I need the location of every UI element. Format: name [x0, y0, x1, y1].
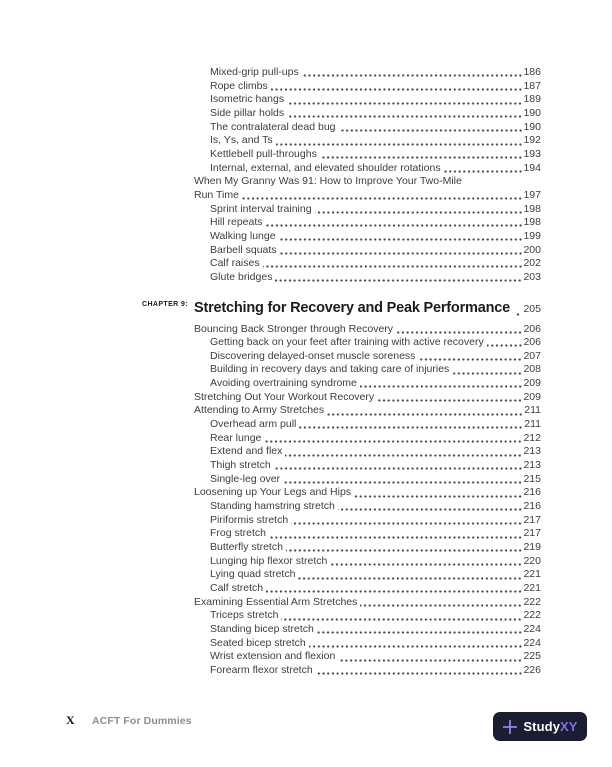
entry-title: Frog stretch: [210, 527, 267, 540]
entry-title: Thigh stretch: [210, 459, 271, 472]
dot-leader: [452, 372, 522, 375]
entry-page-number: 208: [523, 363, 541, 376]
folio-page-number: X: [66, 713, 75, 727]
entry-title: Glute bridges: [210, 270, 273, 283]
entry-page-number: 215: [523, 472, 541, 485]
dot-leader: [269, 536, 522, 539]
entry-title: Mixed-grip pull-ups: [210, 66, 299, 78]
footer-book-title: ACFT For Dummies: [92, 715, 192, 727]
dot-leader: [302, 74, 523, 77]
dot-leader: [287, 115, 522, 118]
entry-title: Triceps stretch: [210, 609, 279, 622]
toc-entry: [194, 609, 541, 623]
entry-title: Stretching Out Your Workout Recovery: [194, 390, 375, 403]
toc-entry: [194, 244, 541, 258]
entry-page-number: 216: [523, 486, 541, 499]
entry-page-number: 226: [523, 663, 541, 676]
entry-page-number: 200: [523, 243, 541, 256]
entry-title: Getting back on your feet after training with active recovery: [210, 336, 484, 349]
dot-leader: [513, 313, 521, 316]
toc-entry: [194, 418, 541, 432]
dot-leader: [299, 426, 523, 429]
entry-page-number: 198: [523, 202, 541, 215]
toc-entry: [194, 568, 541, 582]
entry-title: Side pillar holds: [210, 106, 285, 119]
dot-leader: [330, 563, 522, 566]
toc-entry: [194, 623, 541, 637]
dot-leader: [360, 385, 523, 388]
entry-page-number: 213: [523, 445, 541, 458]
toc-entry: [194, 514, 541, 528]
dot-leader: [271, 88, 523, 91]
entry-title: Butterfly stretch: [210, 541, 283, 553]
entry-page-number: 203: [523, 270, 541, 283]
toc-entry: [194, 527, 541, 541]
dot-leader: [276, 143, 523, 146]
entry-title: Barbell squats: [210, 243, 277, 256]
entry-page-number: 206: [523, 336, 541, 349]
toc-entry: [194, 121, 541, 135]
entry-page-number: 190: [523, 106, 541, 119]
toc-entry: [194, 664, 541, 678]
entry-title: Examining Essential Arm Stretches: [194, 595, 358, 608]
entry-page-number: 225: [523, 650, 541, 663]
entry-page-number: 209: [523, 390, 541, 403]
entry-title: Rope climbs: [210, 79, 268, 92]
entry-page-number: 220: [523, 554, 541, 567]
toc-entry: [194, 350, 541, 364]
dot-leader: [444, 170, 523, 173]
entry-page-number: 207: [523, 349, 541, 362]
logo-text-primary: Study: [523, 719, 561, 734]
toc-entry: [194, 189, 541, 203]
entry-title: The contralateral dead bug: [210, 120, 336, 133]
dot-leader: [274, 467, 523, 470]
entry-title: Wrist extension and flexion: [210, 650, 336, 663]
dot-leader: [316, 672, 523, 675]
toc-list: [141, 66, 541, 678]
entry-page-number: 212: [523, 431, 541, 444]
toc-entry: [194, 473, 541, 487]
entry-page-number: 193: [523, 147, 541, 160]
entry-page-number: 219: [523, 541, 541, 553]
entry-title: Avoiding overtraining syndrome: [210, 377, 357, 390]
entry-page-number: 216: [523, 500, 541, 513]
dot-leader: [418, 358, 522, 361]
toc-entry: [194, 486, 541, 500]
entry-title: Standing hamstring stretch: [210, 500, 335, 513]
entry-title: Overhead arm pull: [210, 418, 297, 431]
logo-text: [523, 719, 577, 734]
dot-leader: [487, 344, 523, 347]
entry-page-number: 202: [523, 257, 541, 270]
entry-page-number: 217: [523, 513, 541, 526]
toc-entry: [194, 230, 541, 244]
dot-leader: [280, 252, 523, 255]
toc-entry: [194, 500, 541, 514]
entry-title: Is, Ys, and Ts: [210, 134, 273, 147]
plus-icon: [502, 719, 518, 735]
entry-title: Sprint interval training: [210, 202, 312, 215]
entry-page-number: 192: [523, 134, 541, 147]
dot-leader: [287, 102, 522, 105]
entry-page-number: 221: [523, 581, 541, 594]
dot-leader: [279, 238, 523, 241]
dot-leader: [264, 440, 522, 443]
toc-entry: [194, 134, 541, 148]
studyxy-logo-badge[interactable]: [493, 712, 587, 741]
toc-entry: [194, 148, 541, 162]
entry-title: Rear lunge: [210, 431, 262, 444]
entry-page-number: 211: [524, 404, 541, 417]
dot-leader: [309, 645, 523, 648]
toc-entry: [194, 363, 541, 377]
entry-page-number: 222: [523, 609, 541, 622]
toc-entry: [194, 257, 541, 271]
entry-page-number: 198: [523, 216, 541, 229]
entry-title: Calf stretch: [210, 581, 264, 594]
toc-entry: [194, 404, 541, 418]
toc-entry: [194, 555, 541, 569]
dot-leader: [339, 129, 523, 132]
entry-page-number: 213: [523, 459, 541, 472]
toc-entry: [194, 432, 541, 446]
entry-title-continued: Run Time: [194, 188, 239, 201]
dot-leader: [354, 495, 522, 498]
entry-title: Lunging hip flexor stretch: [210, 554, 328, 567]
toc-entry: [194, 162, 541, 176]
entry-page-number: 197: [523, 188, 541, 201]
dot-leader: [266, 224, 523, 227]
toc-entry: [194, 377, 541, 391]
toc-entry: [194, 175, 541, 189]
dot-leader: [396, 331, 522, 334]
entry-title: Building in recovery days and taking care of injuries: [210, 363, 450, 376]
entry-title: Lying quad stretch: [210, 568, 296, 581]
entry-page-number: 211: [524, 418, 541, 431]
toc-entry: [194, 391, 541, 405]
toc-entry: [194, 66, 541, 80]
dot-leader: [286, 549, 523, 552]
toc-entry: [194, 459, 541, 473]
entry-page-number: 224: [523, 622, 541, 635]
entry-title: Bouncing Back Stronger through Recovery: [194, 322, 394, 335]
entry-title: Isometric hangs: [210, 93, 285, 106]
entry-title: Walking lunge: [210, 229, 276, 242]
toc-entry: [194, 445, 541, 459]
chapter-number-label: CHAPTER 9:: [141, 300, 188, 308]
entry-page-number: 189: [523, 93, 541, 106]
entry-page-number: 224: [523, 636, 541, 649]
toc-entry: [194, 650, 541, 664]
toc-entry: [194, 203, 541, 217]
dot-leader: [338, 659, 522, 662]
toc-entry: [194, 336, 541, 350]
toc-entry: [194, 80, 541, 94]
entry-page-number: 190: [523, 120, 541, 133]
toc-chapter-heading: [141, 298, 541, 319]
logo-text-accent: XY: [560, 719, 578, 734]
entry-page-number: 217: [523, 527, 541, 540]
entry-page-number: 221: [523, 568, 541, 581]
entry-page-number: 209: [523, 377, 541, 390]
dot-leader: [377, 399, 522, 402]
entry-page-number: 187: [523, 79, 541, 92]
entry-title: Attending to Army Stretches: [194, 404, 325, 417]
chapter-page-number: 205: [523, 302, 541, 315]
entry-title: Standing bicep stretch: [210, 622, 314, 635]
dot-leader: [283, 481, 522, 484]
entry-title: Calf raises: [210, 257, 260, 270]
dot-leader: [360, 604, 522, 607]
toc-entry: [194, 323, 541, 337]
toc-entry: [194, 637, 541, 651]
table-of-contents: [141, 66, 541, 678]
toc-entry: [194, 107, 541, 121]
dot-leader: [298, 577, 522, 580]
toc-entry: [194, 216, 541, 230]
toc-entry: [194, 582, 541, 596]
entry-page-number: 222: [523, 595, 541, 608]
entry-title: Kettlebell pull-throughs: [210, 147, 317, 160]
entry-title: Loosening up Your Legs and Hips: [194, 486, 352, 499]
dot-leader: [275, 279, 522, 282]
entry-page-number: 199: [523, 229, 541, 242]
entry-title: Extend and flex: [210, 445, 283, 458]
dot-leader: [317, 631, 523, 634]
entry-page-number: 194: [523, 161, 541, 174]
entry-title: Seated bicep stretch: [210, 636, 306, 649]
chapter-title: Stretching for Recovery and Peak Performance: [194, 299, 510, 316]
entry-title: Internal, external, and elevated shoulder rotations: [210, 161, 441, 174]
dot-leader: [263, 265, 523, 268]
dot-leader: [285, 454, 522, 457]
toc-entry: [194, 271, 541, 285]
toc-entry: [194, 93, 541, 107]
dot-leader: [320, 156, 523, 159]
entry-title: Discovering delayed-onset muscle soreness: [210, 349, 416, 362]
toc-entry: [194, 541, 541, 555]
entry-page-number: 186: [523, 66, 541, 78]
entry-title: When My Granny Was 91: How to Improve Your Two-Mile: [194, 175, 462, 188]
entry-title: Piriformis stretch: [210, 513, 289, 526]
dot-leader: [338, 508, 523, 511]
dot-leader: [242, 197, 523, 200]
entry-page-number: 206: [523, 322, 541, 335]
entry-title: Forearm flexor stretch: [210, 663, 313, 676]
entry-title: Hill repeats: [210, 216, 263, 229]
dot-leader: [315, 211, 523, 214]
dot-leader: [281, 618, 522, 621]
toc-entry: [194, 596, 541, 610]
dot-leader: [266, 590, 522, 593]
entry-title: Single-leg over: [210, 472, 281, 485]
dot-leader: [327, 413, 523, 416]
dot-leader: [291, 522, 522, 525]
